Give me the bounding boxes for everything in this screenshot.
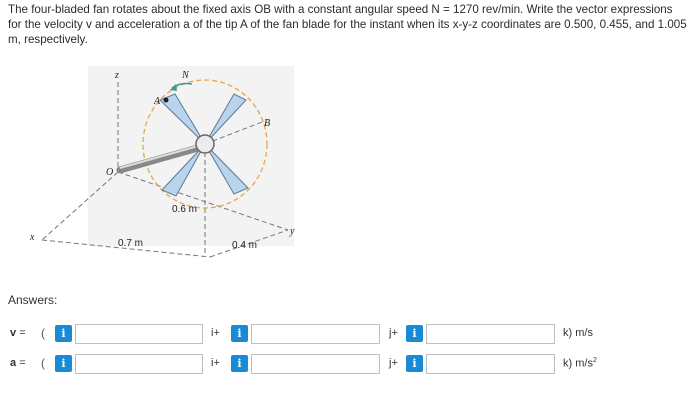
info-icon[interactable]: i — [231, 325, 248, 342]
label-o: O — [106, 167, 114, 178]
tip-point-a — [164, 98, 169, 103]
answers-label: Answers: — [8, 293, 58, 307]
acceleration-k-input[interactable] — [426, 354, 555, 374]
answer-row-velocity — [0, 323, 700, 345]
i-plus-label: i+ — [211, 357, 220, 369]
acceleration-unit: k) $m/s^2$ — [563, 357, 597, 370]
unit-exponent: 2 — [592, 357, 597, 364]
dimension-0-4m: 0.4 m — [232, 240, 258, 251]
answer-row-acceleration — [0, 353, 700, 375]
velocity-j-input[interactable] — [251, 324, 380, 344]
j-plus-label: j+ — [389, 327, 398, 339]
velocity-label: v = — [10, 327, 26, 339]
info-icon[interactable]: i — [55, 355, 72, 372]
label-y: y — [290, 226, 295, 237]
acceleration-j-input[interactable] — [251, 354, 380, 374]
label-a: A — [154, 96, 161, 107]
open-paren: ( — [41, 326, 45, 340]
problem-line-2: for the velocity v and acceleration a of the tip A of the fan blade for the instant when its x-y-z coordinates are 0.500, 0.455, and 1.005 — [8, 18, 687, 31]
velocity-unit: k) m/s — [563, 327, 593, 339]
label-b: B — [264, 118, 271, 129]
i-plus-label: i+ — [211, 327, 220, 339]
figure-background — [88, 66, 294, 246]
acceleration-i-input[interactable] — [75, 354, 203, 374]
dimension-0-6m: 0.6 m — [172, 204, 198, 215]
acceleration-label: a = — [10, 357, 26, 369]
info-icon[interactable]: i — [406, 355, 423, 372]
info-icon[interactable]: i — [55, 325, 72, 342]
open-paren: ( — [41, 356, 45, 370]
fan-hub — [196, 135, 214, 153]
label-n: N — [182, 70, 189, 81]
problem-line-1: The four-bladed fan rotates about the fixed axis OB with a constant angular speed N = 1270 rev/min. Write the vector expressions — [8, 3, 673, 16]
dimension-0-7m: 0.7 m — [118, 238, 144, 249]
info-icon[interactable]: i — [231, 355, 248, 372]
label-x: x — [30, 232, 35, 243]
label-z: z — [115, 70, 119, 81]
problem-statement — [8, 2, 696, 47]
j-plus-label: j+ — [389, 357, 398, 369]
fan-diagram — [20, 62, 320, 282]
velocity-k-input[interactable] — [426, 324, 555, 344]
info-icon[interactable]: i — [406, 325, 423, 342]
problem-line-3: m, respectively. — [8, 33, 88, 46]
velocity-i-input[interactable] — [75, 324, 203, 344]
